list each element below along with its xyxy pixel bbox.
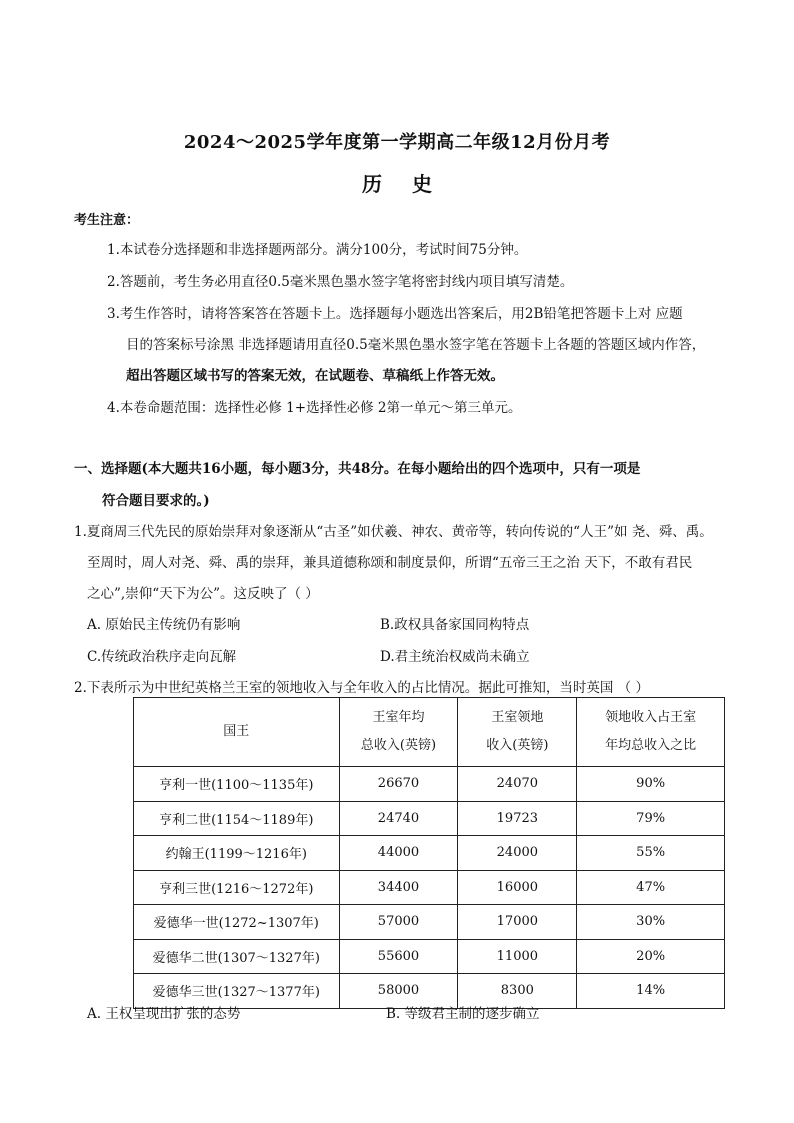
table-row [134,939,725,974]
notice-item-2: 2.答题前，考生务必用直径0.5毫米黑色墨水签字笔将密封线内项目填写清楚。 [107,274,574,290]
table-row [134,870,725,905]
notice-heading: 考生注意： [74,213,140,228]
cell-ratio: 14% [577,974,725,1009]
section-heading-cont: 符合题目要求的。) [102,493,210,509]
notice-item-4: 4.本卷命题范围：选择性必修 1+选择性必修 2第一单元～第三单元。 [107,400,522,416]
cell-domain: 17000 [458,905,577,940]
cell-domain: 8300 [458,974,577,1009]
cell-king: 亨利二世(1154～1189年) [134,801,340,836]
header-domain-income: 王室领地 收入(英镑) [458,698,577,767]
cell-ratio: 47% [577,870,725,905]
header-king: 国王 [134,698,340,767]
cell-ratio: 30% [577,905,725,940]
notice-item-3-cont: 目的答案标号涂黑 非选择题请用直径0.5毫米黑色墨水签字笔在答题卡上各题的答题区域内作答， [126,337,706,353]
cell-domain: 16000 [458,870,577,905]
cell-ratio: 79% [577,801,725,836]
q1-stem-line-2: 至周时，周人对尧、舜、禹的崇拜，兼具道德称颂和制度景仰，所谓“五帝三王之治 天下，不敢有君民 [87,555,693,571]
cell-total: 57000 [339,905,458,940]
table-row [134,905,725,940]
q1-option-b: B.政权具备家国同构特点 [380,617,530,633]
exam-title: 2024～2025学年度第一学期高二年级12月份月考 [183,132,611,153]
cell-total: 55600 [339,939,458,974]
subject-title: 历史 [362,172,462,196]
cell-total: 58000 [339,974,458,1009]
q1-option-c: C.传统政治秩序走向瓦解 [87,649,237,665]
table-header-row [134,698,725,767]
header-total-income: 王室年均 总收入(英镑) [339,698,458,767]
cell-total: 34400 [339,870,458,905]
cell-ratio: 55% [577,836,725,871]
table-row [134,836,725,871]
section-heading: 一、选择题(本大题共16小题，每小题3分，共48分。在每小题给出的四个选项中，只有一项是 [74,461,641,477]
cell-king: 爱德华二世(1307～1327年) [134,939,340,974]
cell-domain: 19723 [458,801,577,836]
notice-item-3-bold: 超出答题区域书写的答案无效，在试题卷、草稿纸上作答无效。 [126,368,504,384]
q1-stem-line-1: 1.夏商周三代先民的原始崇拜对象逐渐从“古圣”如伏羲、神农、黄帝等，转向传说的“人王”如 尧、舜、禹。 [74,524,713,540]
cell-king: 爱德华一世(1272~1307年) [134,905,340,940]
cell-domain: 11000 [458,939,577,974]
cell-king: 爱德华三世(1327～1377年) [134,974,340,1009]
cell-ratio: 90% [577,767,725,802]
notice-item-3: 3.考生作答时，请将答案答在答题卡上。选择题每小题选出答案后，用2B铅笔把答题卡上对 应题 [107,306,683,322]
q2-option-a: A. 王权呈现出扩张的态势 [87,1006,241,1022]
cell-king: 亨利三世(1216～1272年) [134,870,340,905]
revenue-table [133,697,725,1009]
header-ratio: 领地收入占王室 年均总收入之比 [577,698,725,767]
q2-option-b: B. 等级君主制的逐步确立 [386,1006,540,1022]
q1-option-d: D.君主统治权威尚未确立 [380,649,530,665]
table-row [134,767,725,802]
cell-king: 亨利一世(1100～1135年) [134,767,340,802]
cell-king: 约翰王(1199～1216年) [134,836,340,871]
cell-total: 26670 [339,767,458,802]
q2-stem: 2.下表所示为中世纪英格兰王室的领地收入与全年收入的占比情况。据此可推知，当时英国 （ ） [74,680,649,696]
table-row [134,801,725,836]
cell-domain: 24000 [458,836,577,871]
cell-ratio: 20% [577,939,725,974]
notice-item-1: 1.本试卷分选择题和非选择题两部分。满分100分，考试时间75分钟。 [107,242,528,258]
cell-domain: 24070 [458,767,577,802]
cell-total: 24740 [339,801,458,836]
q1-stem-line-3: 之心”,崇仰“天下为公”。这反映了（ ） [87,586,319,602]
cell-total: 44000 [339,836,458,871]
q1-option-a: A. 原始民主传统仍有影响 [87,617,241,633]
